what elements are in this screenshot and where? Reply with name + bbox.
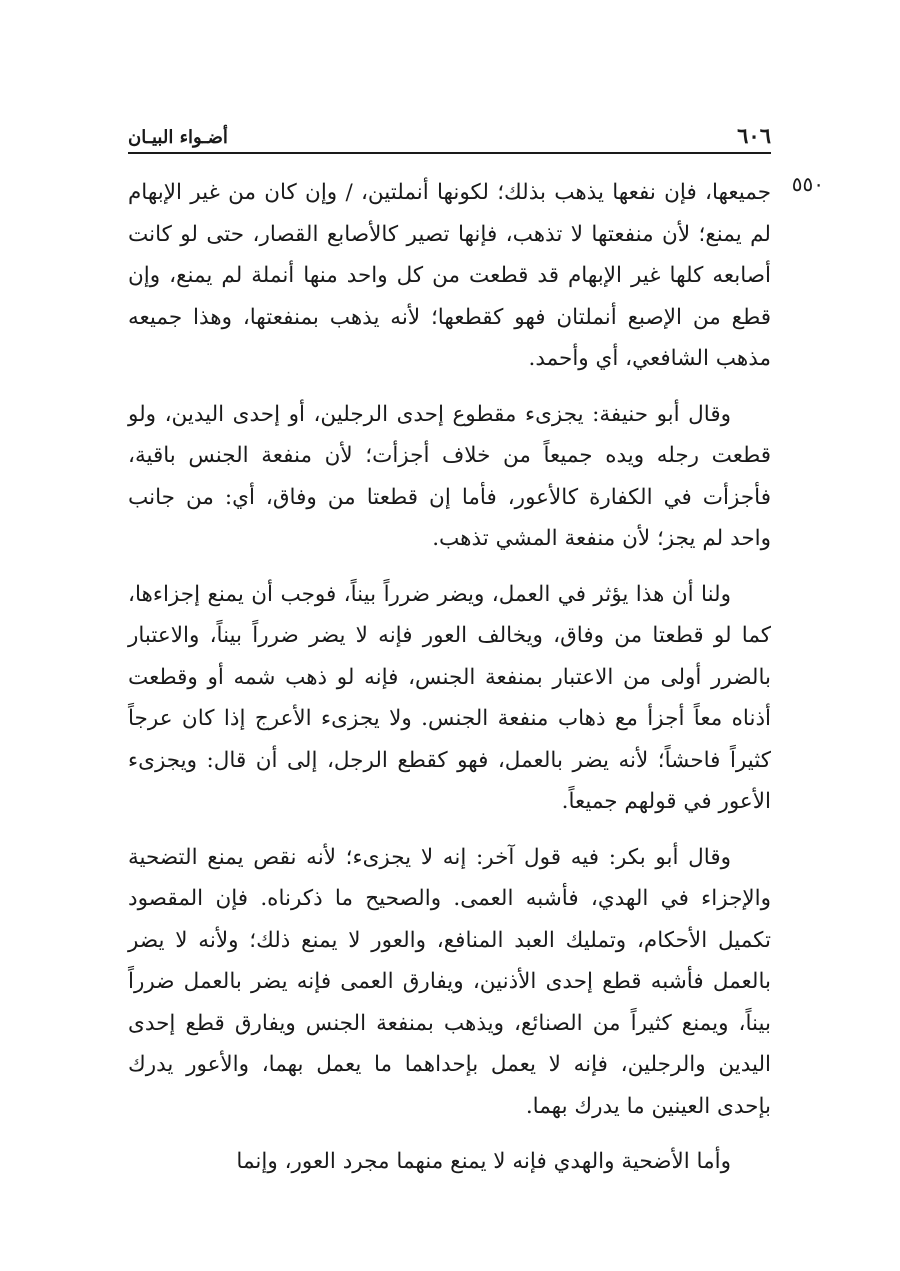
paragraph-1: جميعها، فإن نفعها يذهب بذلك؛ لكونها أنملتين، / وإن كان من غير الإبهام لم يمنع؛ لأن منفعتها لا تذهب، فإنها تصير كالأصابع القصار، حتى لو كانت أصابعه كلها غير الإبهام قد قطعت من كل واحد منها أنملة لم يمنع، وإن قطع من الإصبع أنملتان فهو كقطعها؛ لأنه يذهب بمنفعتها، وهذا جميعه مذهب الشافعي، أي وأحمد. bbox=[128, 180, 771, 371]
body-text bbox=[128, 172, 771, 1197]
paragraph-2: وقال أبو حنيفة: يجزىء مقطوع إحدى الرجلين، أو إحدى اليدين، ولو قطعت رجله ويده جميعاً من خلاف أجزأت؛ لأن منفعة الجنس باقية، فأجزأت في الكفارة كالأعور، فأما إن قطعتا من وفاق، أي: من جانب واحد لم يجز؛ لأن منفعة المشي تذهب. bbox=[128, 401, 771, 551]
paragraph-3: ولنا أن هذا يؤثر في العمل، ويضر ضرراً بيناً، فوجب أن يمنع إجزاءها، كما لو قطعتا من وفاق، ويخالف العور فإنه لا يضر ضرراً بيناً، والاعتبار بالضرر أولى من الاعتبار بمنفعة الجنس، فإنه لو ذهب شمه أو وقطعت أذناه معاً أجزأ مع ذهاب منفعة الجنس. ولا يجزىء الأعرج إذا كان عرجاً كثيراً فاحشاً؛ لأنه يضر بالعمل، فهو كقطع الرجل، إلى أن قال: ويجزىء الأعور في قولهم جميعاً. bbox=[128, 581, 771, 814]
page-number: ٦٠٦ bbox=[737, 123, 771, 148]
paragraph-4: وقال أبو بكر: فيه قول آخر: إنه لا يجزىء؛ لأنه نقص يمنع التضحية والإجزاء في الهدي، فأشبه العمى. والصحيح ما ذكرناه. فإن المقصود تكميل الأحكام، وتمليك العبد المنافع، والعور لا يمنع ذلك؛ ولأنه لا يضر بالعمل فأشبه قطع إحدى الأذنين، ويفارق العمى فإنه يضر بالعمل ضرراً بيناً، ويمنع كثيراً من الصنائع، ويذهب بمنفعة الجنس ويفارق قطع إحدى اليدين والرجلين، فإنه لا يعمل بإحداهما ما يعمل بهما، والأعور يدرك بإحدى العينين ما يدرك بهما. bbox=[128, 844, 771, 1119]
margin-page-reference: ٥٥٠ bbox=[791, 172, 824, 196]
page-header bbox=[128, 108, 771, 154]
paragraph-5: وأما الأضحية والهدي فإنه لا يمنع منهما مجرد العور، وإنما bbox=[236, 1149, 731, 1174]
running-title: أضـواء البيـان bbox=[128, 127, 228, 148]
